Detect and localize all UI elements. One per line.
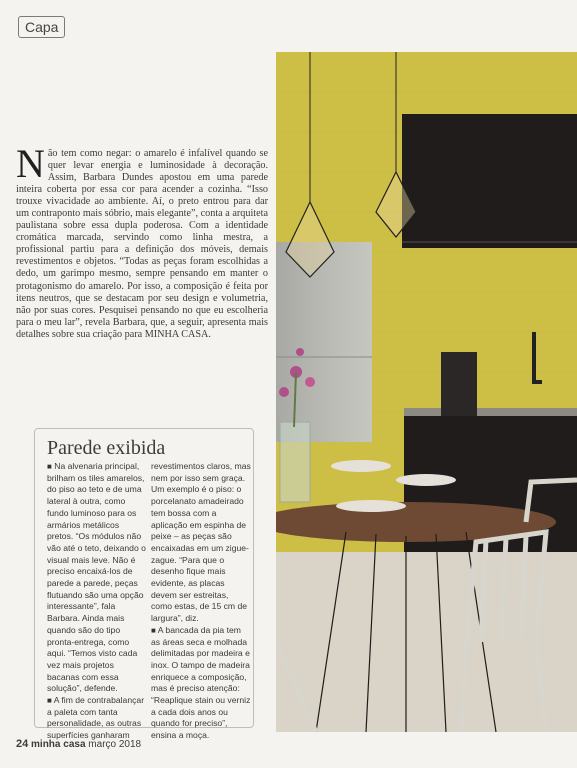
box-text: revestimentos claros, mas nem por isso sem graça. Um exemplo é o piso: o porcelanato amadeirado tem bossa com a aplicação em espinha de peixe – as peças são encaixadas em um zigue-zague. “Para que o desenho fique mais evidente, as placas devem ser estreitas, como estas, de 15 cm de largura”, diz. xyxy=(151,461,251,624)
magazine-name: minha casa xyxy=(31,739,86,750)
kitchen-photo xyxy=(276,52,577,732)
box-paragraph xyxy=(151,461,251,625)
box-text: A fim de contrabalançar a paleta com tanta personalidade, as outras superfícies ganharam xyxy=(47,695,145,741)
issue-date: março 2018 xyxy=(88,739,142,750)
lead-body: ão tem como negar: o amarelo é infalível quando se quer levar energia e luminosidade à decoração. Assim, Barbara Dundes apostou em uma parede inteira coberta por essa cor para acender a cozinha. “Isso trouxe vivacidade ao ambiente. Aí, o preto entrou para dar um contraponto mais sóbrio, mais elegante”, conta a arquiteta paulistana sobre essa dupla poderosa. Com a identidade cromática marcada, servindo como linha mestra, a profissional partiu para a definição dos móveis, demais revestimentos e objetos. “Todas as peças foram escolhidas a dedo, um garimpo mesmo, sempre pensando em manter o protagonismo do amarelo. Por isso, a composição é feita por itens neutros, que se destacam por seu design e volumetria, não por suas cores. Pesquisei pensando no que eu escolheria para o meu lar”, revela Barbara, que, a seguir, apresenta mais detalhes sobre sua criação para MINHA CASA. xyxy=(16,148,268,340)
upper-cabinet xyxy=(402,114,577,248)
lead-article-text xyxy=(16,141,268,341)
box-text: Na alvenaria principal, brilham os tiles amarelos, do piso ao teto e de uma lateral à outra, como fundo luminoso para os armários metálicos pretos. “Os módulos não vão até o teto, deixando o visual mais leve. Não é preciso encaixá-los de parede a parede, peças flutuando são uma opção interessante”, fala Barbara. Ainda mais quando são do tipo pronta-entrega, como aqui. “Temos visto cada vez mais projetos bacanas com essa solução”, defende. xyxy=(47,461,146,694)
box-column-left xyxy=(47,461,147,742)
counter xyxy=(404,408,577,416)
box-text: A bancada da pia tem as áreas seca e molhada delimitadas por madeira e inox. O tampo de madeira enriquece a composição, mas é preciso atenção: “Reaplique stain ou verniz a cada dois anos ou quando for preciso”, ensina a moça. xyxy=(151,624,251,741)
page-number: 24 xyxy=(16,738,29,750)
sidebar-box xyxy=(34,428,254,741)
box-paragraph xyxy=(47,695,147,742)
bullet-square-icon: ■ xyxy=(47,696,52,706)
drop-cap: N xyxy=(16,141,45,186)
bullet-square-icon: ■ xyxy=(151,625,156,635)
box-column-right xyxy=(151,461,251,742)
box-paragraph xyxy=(47,461,147,695)
box-paragraph xyxy=(151,625,251,742)
page-footer xyxy=(16,738,141,750)
box-title: Parede exibida xyxy=(47,437,166,459)
section-tag: Capa xyxy=(18,16,65,38)
floor xyxy=(276,552,577,732)
bullet-square-icon: ■ xyxy=(47,462,52,471)
kitchen-photo-illustration xyxy=(276,52,577,732)
